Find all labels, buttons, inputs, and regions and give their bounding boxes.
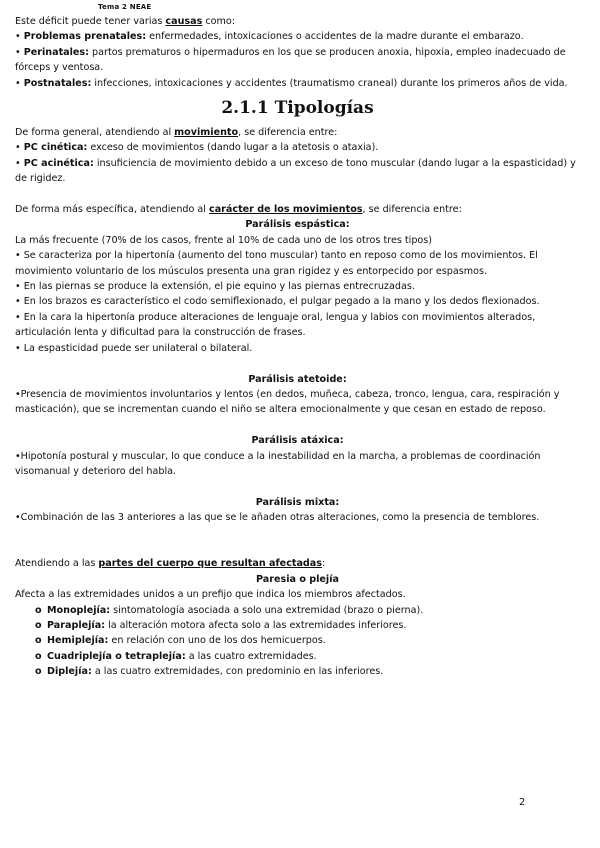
intro-text-end: como:: [202, 16, 235, 27]
list-item: [35, 649, 580, 664]
espastica-item: • La espasticidad puede ser unilateral o bilateral.: [15, 342, 253, 354]
character-paragraph: [15, 202, 580, 217]
list-item: [35, 633, 580, 648]
plejia-text: a las cuatro extremidades.: [185, 650, 317, 662]
espastica-item: • En las piernas se produce la extensión, el pie equino y las piernas entrecruzadas.: [15, 281, 415, 293]
mixta-title: Parálisis mixta:: [255, 496, 340, 508]
page-content: [15, 14, 580, 680]
list-item: [35, 603, 580, 618]
movement-keyword: movimiento: [174, 127, 239, 139]
character-keyword: carácter de los movimientos: [209, 204, 363, 216]
section-title: 2.1.1 Tipologías: [221, 98, 374, 119]
movement-item-text: exceso de movimientos (dando lugar a la atetosis o ataxia).: [87, 142, 379, 154]
plejia-list: [35, 603, 580, 680]
plejia-term: Hemiplejía:: [47, 635, 109, 647]
plejia-term: Diplejía:: [47, 666, 92, 678]
cause-text: enfermedades, intoxicaciones o accidentes de la madre durante el embarazo.: [146, 31, 524, 43]
cause-item: • Perinatales: partos prematuros o hipermaduros en los que se producen anoxia, hipoxia, empleo inadecuado de fórceps y ventosa.: [15, 46, 566, 74]
movement-item-text: insuficiencia de movimiento debido a un exceso de tono muscular (dando lugar a la espasticidad) y de rigidez.: [15, 157, 576, 185]
character-text-end: , se diferencia entre:: [362, 204, 462, 216]
intro-keyword: causas: [165, 16, 203, 27]
body-parts-text-end: :: [322, 558, 326, 570]
plejia-text: sintomatología asociada a solo una extremidad (brazo o pierna).: [110, 604, 424, 616]
espastica-lead: La más frecuente (70% de los casos, frente al 10% de cada uno de los otros tres tipos): [15, 234, 433, 246]
movement-term: PC cinética:: [23, 142, 88, 154]
plejia-term: Paraplejía:: [47, 619, 106, 631]
cause-term: Perinatales:: [23, 46, 89, 58]
cause-text: infecciones, intoxicaciones y accidentes (traumatismo craneal) durante los primeros años de vida.: [91, 77, 568, 89]
character-text: De forma más específica, atendiendo al: [15, 204, 210, 216]
movement-item: • PC acinética: insuficiencia de movimiento debido a un exceso de tono muscular (dando lugar a la espasticidad) y de rigidez.: [15, 157, 576, 185]
espastica-item: • En la cara la hipertonía produce alteraciones de lenguaje oral, lengua y labios con movimientos alterados, articulación lenta y dificultad para la construcción de frases.: [15, 311, 536, 339]
page-header: Tema 2 NEAE: [98, 3, 152, 11]
plejia-text: en relación con uno de los dos hemicuerpos.: [108, 635, 326, 647]
list-item: [35, 618, 580, 633]
cause-item: • Postnatales: infecciones, intoxicaciones y accidentes (traumatismo craneal) durante los primeros años de vida.: [15, 77, 568, 89]
plejia-term: Cuadriplejía o tetraplejía:: [47, 650, 186, 662]
body-parts-keyword: partes del cuerpo que resultan afectadas: [98, 558, 322, 570]
mixta-text: •Combinación de las 3 anteriores a las que se le añaden otras alteraciones, como la presencia de temblores.: [15, 512, 540, 524]
ataxica-title: Parálisis atáxica:: [251, 435, 344, 447]
espastica-item: • En los brazos es característico el codo semiflexionado, el pulgar pegado a la mano y los dedos flexionados.: [15, 296, 540, 308]
movement-text: De forma general, atendiendo al: [15, 127, 175, 139]
cause-term: Problemas prenatales:: [23, 31, 147, 43]
plejia-text: la alteración motora afecta solo a las extremidades inferiores.: [105, 619, 407, 631]
espastica-title: Parálisis espástica:: [245, 219, 350, 231]
espastica-item: • Se caracteriza por la hipertonía (aumento del tono muscular) tanto en reposo como de los movimientos. El movimiento voluntario de los músculos presenta una gran rigidez y es entorpecido por espasmos.: [15, 250, 538, 277]
cause-item: • Problemas prenatales: enfermedades, intoxicaciones o accidentes de la madre durante el embarazo.: [15, 31, 524, 43]
movement-paragraph: [15, 125, 580, 140]
plejia-text: a las cuatro extremidades, con predominio en las inferiores.: [91, 666, 384, 678]
intro-text: Este déficit puede tener varias: [15, 16, 166, 27]
body-parts-paragraph: [15, 556, 580, 571]
cause-term: Postnatales:: [23, 77, 92, 89]
atetoide-title: Parálisis atetoide:: [248, 373, 347, 385]
plejia-term: Monoplejía:: [47, 604, 111, 616]
paresia-title: Paresia o plejía: [256, 573, 339, 585]
paresia-lead: Afecta a las extremidades unidos a un prefijo que indica los miembros afectados.: [15, 589, 406, 601]
list-item: [35, 664, 580, 679]
movement-item: • PC cinética: exceso de movimientos (dando lugar a la atetosis o ataxia).: [15, 142, 379, 154]
movement-text-end: , se diferencia entre:: [238, 127, 338, 139]
intro-paragraph: [15, 14, 580, 29]
page-number: 2: [519, 797, 526, 808]
atetoide-text: •Presencia de movimientos involuntarios y lentos (en dedos, muñeca, cabeza, tronco, lengua, cara, respiración y masticación), que se incrementan cuando el niño se altera emocionalmente y que cesan en estado de reposo.: [15, 388, 560, 416]
body-parts-text: Atendiendo a las: [15, 558, 99, 570]
ataxica-text: •Hipotonía postural y muscular, lo que conduce a la inestabilidad en la marcha, a problemas de coordinación visomanual y deterioro del habla.: [15, 450, 541, 477]
movement-term: PC acinética:: [23, 157, 94, 169]
cause-text: partos prematuros o hipermaduros en los que se producen anoxia, hipoxia, empleo inadecuado de fórceps y ventosa.: [15, 46, 566, 74]
